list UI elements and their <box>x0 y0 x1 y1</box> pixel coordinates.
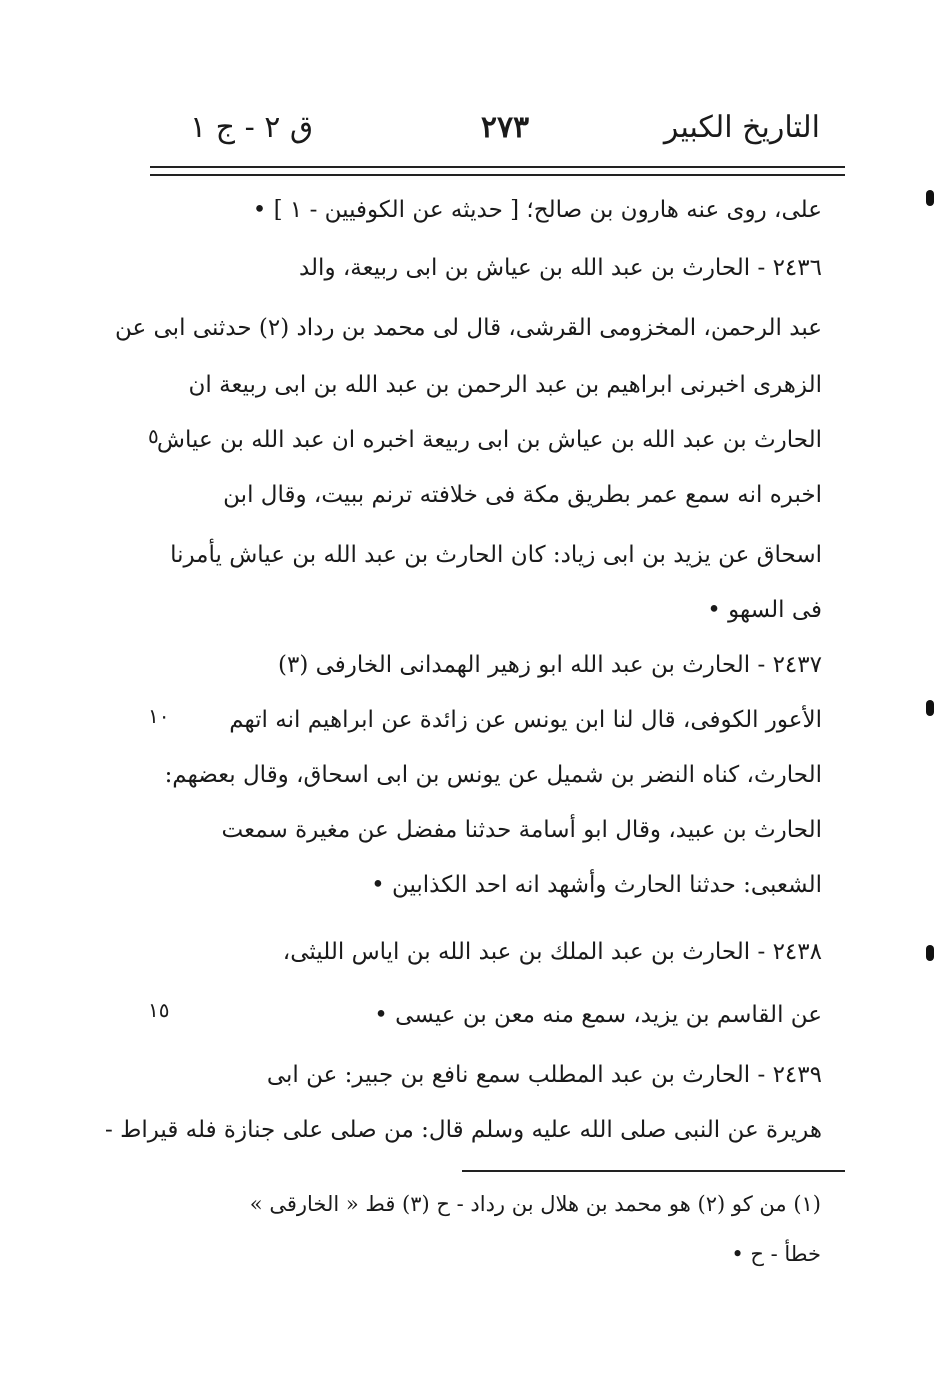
text-line: اسحاق عن يزيد بن ابى زياد: كان الحارث بن عبد الله بن عياش يأمرنا <box>170 542 822 568</box>
scan-edge-mark <box>926 945 934 961</box>
margin-line-number: ١٠ <box>148 704 170 728</box>
text-line: ٢٤٣٩ - الحارث بن عبد المطلب سمع نافع بن جبير: عن ابى <box>266 1062 822 1088</box>
text-line: الأعور الكوفى، قال لنا ابن يونس عن زائدة عن ابراهيم انه اتهم <box>229 707 822 733</box>
text-line: الحارث، كناه النضر بن شميل عن يونس بن ابى اسحاق، وقال بعضهم: <box>164 762 822 788</box>
text-line: الحارث بن عبيد، وقال ابو أسامة حدثنا مفضل عن مغيرة سمعت <box>221 817 822 843</box>
footnote-line: خطأ - ح • <box>731 1242 821 1266</box>
text-line: فى السهو • <box>707 597 822 623</box>
margin-line-number: ١٥ <box>148 998 170 1022</box>
header-rule <box>150 166 845 176</box>
volume-marker: ق ٢ - ج ١ <box>190 110 314 145</box>
footnote-line: (١) من كو (٢) هو محمد بن هلال بن رداد - ح (٣) قط « الخارقى » <box>249 1192 821 1216</box>
text-line: الشعبى: حدثنا الحارث وأشهد انه احد الكذابين • <box>371 872 822 898</box>
running-title: التاريخ الكبير <box>663 110 820 145</box>
scan-edge-mark <box>926 190 934 206</box>
page-header <box>190 100 820 160</box>
text-line: عبد الرحمن، المخزومى القرشى، قال لى محمد بن رداد (٢) حدثنى ابى عن <box>114 315 822 341</box>
footnote-rule <box>462 1170 845 1172</box>
text-line: ٢٤٣٦ - الحارث بن عبد الله بن عياش بن ابى ربيعة، والد <box>298 255 822 281</box>
text-line: ٢٤٣٨ - الحارث بن عبد الملك بن عبد الله بن اياس الليثى، <box>282 939 822 965</box>
text-line: هريرة عن النبى صلى الله عليه وسلم قال: من صلى على جنازة فله قيراط - <box>105 1117 822 1143</box>
text-line: ٢٤٣٧ - الحارث بن عبد الله ابو زهير الهمدانى الخارفى (٣) <box>277 652 822 678</box>
text-line: عن القاسم بن يزيد، سمع منه معن بن عيسى • <box>374 1002 822 1028</box>
margin-line-number: ٥ <box>148 424 159 448</box>
text-line: اخبره انه سمع عمر بطريق مكة فى خلافته ترنم ببيت، وقال ابن <box>223 482 822 508</box>
page-number: ٢٧٣ <box>480 110 530 145</box>
text-line: الزهرى اخبرنى ابراهيم بن عبد الرحمن بن عبد الله بن ابى ربيعة ان <box>188 372 822 398</box>
scan-edge-mark <box>926 700 934 716</box>
text-line: على، روى عنه هارون بن صالح؛ [ حديثه عن الكوفيين - ١ ] • <box>252 197 822 223</box>
text-line: الحارث بن عبد الله بن عياش بن ابى ربيعة اخبره ان عبد الله بن عياش <box>156 427 822 453</box>
